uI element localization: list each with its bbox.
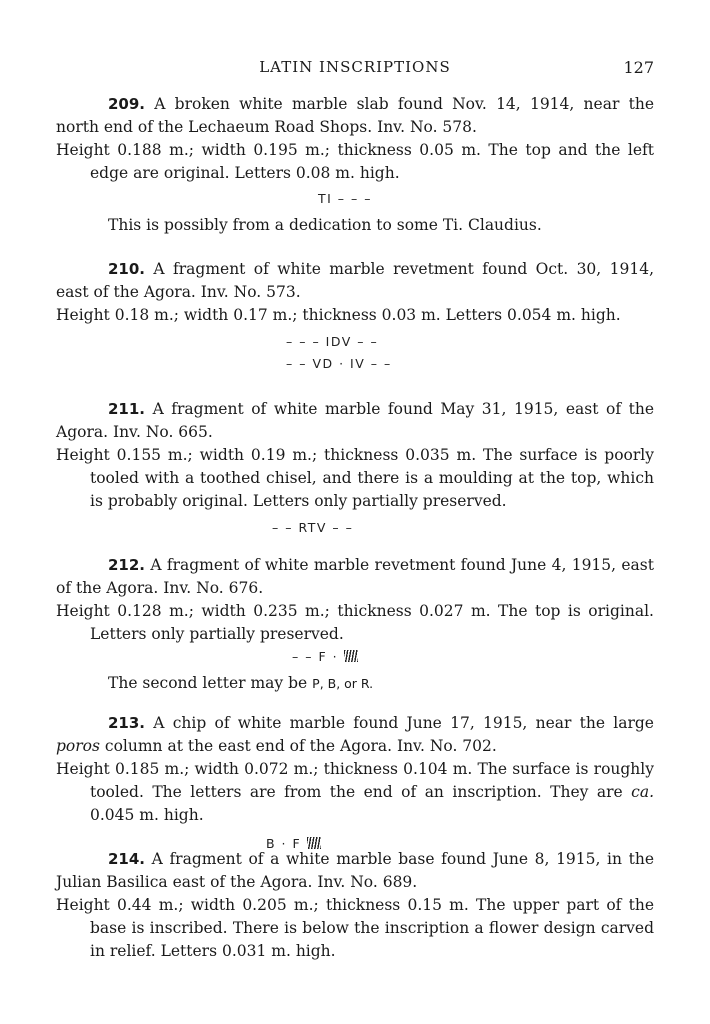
entry-description: Height 0.188 m.; width 0.195 m.; thickness 0.05 m. The top and the left edge are original. Letters 0.08 m. high. [56,141,654,182]
entry-number: 212. [108,556,146,574]
page-number: 127 [623,58,654,77]
entry-note [56,672,654,695]
inscription-line: – – – IDV – – [286,334,379,349]
inscription-line [292,646,654,668]
entry-intro-italic: poros [56,737,100,755]
entry-intro [56,848,654,894]
entry-description: Height 0.155 m.; width 0.19 m.; thickness 0.035 m. The surface is poorly tooled with a toothed chisel, and there is a moulding at the top, which is probably original. Letters only partially preserved. [56,446,654,510]
running-head [56,58,654,80]
entry-211 [56,398,654,539]
inscription-line: – – RTV – – [272,520,354,535]
entry-intro [56,93,654,139]
running-title: LATIN INSCRIPTIONS [259,58,451,76]
inscription-letters: B · F [266,836,302,851]
entry-213 [56,712,654,855]
entry-intro-text: A chip of white marble found June 17, 1915, near the large [153,714,654,732]
entry-description: Height 0.44 m.; width 0.205 m.; thickness 0.15 m. The upper part of the base is inscribed. There is below the inscription a flower design carved in relief. Letters 0.031 m. high. [56,896,654,960]
entry-intro-text: A fragment of white marble revetment found June 4, 1915, east of the Agora. Inv. No. 676. [56,556,654,597]
entry-intro [56,712,654,758]
entry-note-letters: P, B, or R. [312,676,374,691]
inscription-letters: – – F · [292,649,339,664]
inscription-text [56,646,654,668]
entry-description: Height 0.128 m.; width 0.235 m.; thickness 0.027 m. The top is original. Letters only partially preserved. [56,602,654,643]
entry-intro-text: A fragment of white marble found May 31, 1915, east of the Agora. Inv. No. 665. [56,400,654,441]
entry-number: 210. [108,260,146,278]
entry-intro-text: A broken white marble slab found Nov. 14, 1914, near the north end of the Lechaeum Road Shops. Inv. No. 578. [56,95,654,136]
entry-intro-text: A fragment of white marble revetment found Oct. 30, 1914, east of the Agora. Inv. No. 573. [56,260,654,301]
damaged-letter-hatching [344,650,358,662]
entry-214 [56,848,654,963]
entry-intro [56,258,654,304]
entry-number: 213. [108,714,146,732]
entry-212 [56,554,654,695]
entry-209 [56,93,654,237]
entry-number: 214. [108,850,146,868]
entry-intro [56,398,654,444]
inscription-text [56,188,654,210]
entry-number: 211. [108,400,146,418]
inscription-text [56,517,654,539]
inscription-line: TI – – – [318,191,372,206]
entry-description-text-end: 0.045 m. high. [90,806,204,824]
inscription-line: – – VD · IV – – [286,356,392,371]
entry-note: This is possibly from a dedication to some Ti. Claudius. [108,216,542,234]
entry-210 [56,258,654,375]
entry-intro-text-end: column at the east end of the Agora. Inv. No. 702. [104,737,497,755]
entry-number: 209. [108,95,146,113]
entry-intro-text: A fragment of a white marble base found June 8, 1915, in the Julian Basilica east of the Agora. Inv. No. 689. [56,850,654,891]
entry-note-text: The second letter may be [108,674,308,692]
entry-description: Height 0.18 m.; width 0.17 m.; thickness 0.03 m. Letters 0.054 m. high. [56,306,621,324]
entry-intro [56,554,654,600]
entry-description [56,758,654,827]
entry-description-text: Height 0.185 m.; width 0.072 m.; thickness 0.104 m. The surface is roughly tooled. The letters are from the end of an inscription. They are [56,760,654,801]
inscription-text [56,331,654,375]
entry-description-italic: ca. [631,783,654,801]
